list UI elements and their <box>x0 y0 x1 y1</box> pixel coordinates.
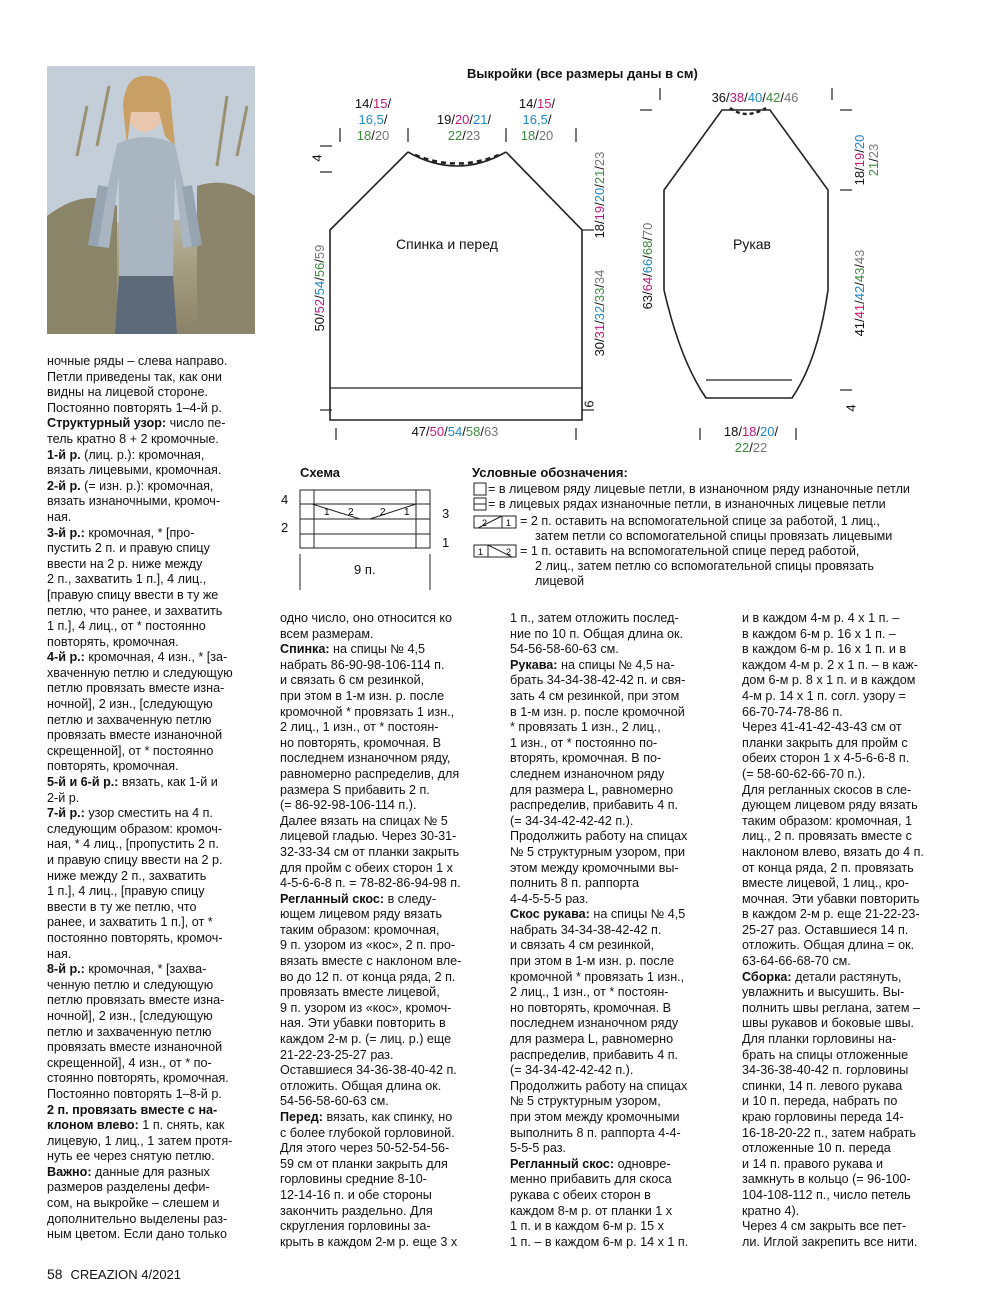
legend-item-cable-left-3: лицевой <box>535 574 585 588</box>
text-line: равномерно распределив, для <box>280 766 460 781</box>
legend-item-knit: = в лицевом ряду лицевые петли, в изнаночном ряду изнаночные петли <box>488 482 910 496</box>
bold-lead: Структурный узор: <box>47 416 167 431</box>
text-column-1 <box>47 354 262 1243</box>
sleeve-top-dim: 36/38/40/42/46 <box>711 90 799 105</box>
text-line: провязать вместе изнаночной <box>47 1040 223 1055</box>
text-line: и связать 4 см резинкой, <box>510 938 655 953</box>
text-line: отложенные 10 п. переда <box>742 1141 891 1156</box>
text-line: провязать вместе лицевой, <box>280 985 440 1000</box>
text-line: 104-108-112 п., число петель <box>742 1187 911 1202</box>
bold-lead: Перед: <box>280 1110 323 1124</box>
back-raglan-dim: 18/19/20/21/23 <box>592 151 607 239</box>
text-line: 2 лиц., 1 изн., от * постоян- <box>510 985 669 1000</box>
text-line: отложить. Общая длина = ок. <box>742 938 915 953</box>
text-line: и 10 п. переда, набрать по <box>742 1094 898 1109</box>
text-line: последнем изнаночном ряду, <box>280 751 451 766</box>
text-line: зать 4 см резинкой, при этом <box>510 688 680 703</box>
text-line: 32-33-34 см от планки закрыть <box>280 844 460 859</box>
text-line: во до 12 п. от конца ряда, 2 п. <box>280 969 456 984</box>
text-line: кратно 4). <box>742 1203 800 1218</box>
text-line: дополнительно выделены раз- <box>47 1211 228 1226</box>
sleeve-height-dim: 63/64/66/68/70 <box>640 222 655 310</box>
back-top-left-dim: 14/15/ 16,5/ 18/20 <box>354 96 392 143</box>
scheme-cell-num: 1 <box>324 507 330 518</box>
text-line: менно прибавить для скоса <box>510 1172 672 1187</box>
page-number: 58 <box>47 1266 63 1282</box>
scheme-cell-num: 2 <box>348 507 354 518</box>
bold-lead: Рукава: <box>510 657 558 672</box>
bold-lead: клоном влево: <box>47 1118 139 1133</box>
text-line: мочная. Эти убавки повторить <box>742 891 920 906</box>
text-line: ниже между 2 п., захватить <box>47 868 207 883</box>
text-line: ввести в ту же петлю, что <box>47 899 197 914</box>
text-line: ная, * 4 лиц., [пропустить 2 п. <box>47 837 219 852</box>
text-line: 63-64-66-68-70 см. <box>742 954 851 969</box>
text-line: для размера L, равномерно <box>510 1032 674 1047</box>
text-line: петлю провязать вместе изна- <box>47 993 225 1008</box>
scheme-width: 9 п. <box>354 562 376 577</box>
text-line: ная. Эти убавки повторить в <box>280 1016 446 1031</box>
text-line: для пройм с обеих сторон 1 х <box>280 860 453 875</box>
text-line: размеров разделены дефи- <box>47 1180 210 1195</box>
text-line: ная. <box>47 509 72 524</box>
text-line: при этом между кромочными <box>510 1110 680 1124</box>
text-line: (= 34-34-42-42-42 п.). <box>510 813 634 828</box>
bold-lead: Скос рукава: <box>510 907 590 922</box>
text-line: каждом 4-м р. 2 х 1 п. – в каж- <box>742 657 918 672</box>
text-line: 54-56-58-60-63 см. <box>510 642 619 657</box>
text-line: Постоянно повторять 1–8-й р. <box>47 1086 222 1101</box>
text-line: и связать 6 см резинкой, <box>280 673 425 688</box>
text-line: но повторять, кромочная. В <box>510 1000 671 1015</box>
bold-lead: Сборка: <box>742 969 792 984</box>
text-line: петлю и захваченную петлю <box>47 1024 212 1039</box>
text-line: Через 4 см закрыть все пет- <box>742 1219 907 1234</box>
text-line: Через 41-41-42-43-43 см от <box>742 720 902 735</box>
text-line: 1 п.], 4 лиц., [правую спицу <box>47 884 205 899</box>
text-line: ночной], 2 изн., [следующую <box>47 697 213 712</box>
scheme-row-3: 3 <box>442 506 450 521</box>
text-line: ночной], 2 изн., [следующую <box>47 1008 213 1023</box>
back-width-dim: 47/50/54/58/63 <box>411 424 499 439</box>
text-line: ченную петлю и следующую <box>47 977 214 992</box>
back-front-pattern <box>330 152 582 420</box>
text-line: 1 п.], 4 лиц., от * постоянно <box>47 619 206 634</box>
text-line: ным цветом. Если дано только <box>47 1227 227 1242</box>
text-line: каждом 8-м р. от планки 1 х <box>510 1203 673 1218</box>
text-line: Для регланных скосов в сле- <box>742 782 912 797</box>
pattern-title: Выкройки (все размеры даны в см) <box>467 66 698 81</box>
text-line: горловины средние 8-10- <box>280 1172 427 1187</box>
text-line: вязать изнаночными, кромоч- <box>47 494 221 509</box>
text-line: кромочной * провязать 1 изн., <box>280 704 455 719</box>
text-line: 1 п., затем отложить послед- <box>510 611 679 625</box>
text-line: скрещенной], от * постоянно <box>47 743 214 758</box>
text-line: петлю и захваченную петлю <box>47 712 212 727</box>
text-line: полнить швы реглана, затем – <box>742 1000 920 1015</box>
bold-lead: 3-й р.: <box>47 525 85 540</box>
bold-lead: Спинка: <box>280 642 330 657</box>
text-line: отложить. Общая длина ок. <box>280 1078 442 1093</box>
back-front-label: Спинка и перед <box>396 236 498 252</box>
text-line: 4-5-6-6-8 п. = 78-82-86-94-98 п. <box>280 876 461 891</box>
legend-item-cable-left: = 1 п. оставить на вспомогательной спице перед работой, <box>520 544 860 558</box>
text-line: таким образом: кромочная, <box>280 922 440 937</box>
text-line: 4-м р. 14 х 1 п. согл. узору = <box>742 688 907 703</box>
text-line: для размера L, равномерно <box>510 782 674 797</box>
text-line: ная. <box>47 946 72 961</box>
text-line: вязать лицевыми, кромочная. <box>47 463 222 478</box>
back-height-dim: 50/52/54/56/59 <box>312 244 327 332</box>
bold-lead: Регланный скос: <box>510 1156 615 1171</box>
text-column-2 <box>280 611 500 1250</box>
text-line: тель кратно 8 + 2 кромочные. <box>47 431 219 446</box>
text-line: замкнуть в кольцо (= 96-100- <box>742 1172 911 1187</box>
text-line: (= 58-60-62-66-70 п.). <box>742 766 866 781</box>
text-line: кромочной * провязать 1 изн., <box>510 969 685 984</box>
text-line: 34-36-38-40-42 п. горловины <box>742 1063 909 1078</box>
text-line: 4-й р.: кромочная, 4 изн., * [за- <box>47 650 228 665</box>
text-line: 7-й р.: узор сместить на 4 п. <box>47 806 213 821</box>
text-line: Важно: данные для разных <box>47 1164 210 1179</box>
scheme-chart <box>276 484 466 594</box>
text-line: хваченную петлю и следующую <box>47 665 233 680</box>
text-line: распределив, прибавить 4 п. <box>510 798 679 813</box>
text-line: 66-70-74-78-86 п. <box>742 704 843 719</box>
text-column-3 <box>510 611 732 1250</box>
text-line: Регланный скос: в следу- <box>280 891 437 906</box>
text-line: пустить 2 п. и правую спицу <box>47 541 210 556</box>
text-line: набрать 86-90-98-106-114 п. <box>280 657 445 672</box>
sleeve-pattern <box>664 108 828 398</box>
text-line: повторять, кромочная. <box>47 634 179 649</box>
text-line: в 1-м изн. р. после кромочной <box>510 704 685 719</box>
bold-lead: 8-й р.: <box>47 962 85 977</box>
text-line: размера S прибавить 2 п. <box>280 782 430 797</box>
text-line: ние по 10 п. Общая длина ок. <box>510 626 684 641</box>
scheme-row-4: 4 <box>281 492 289 507</box>
text-line: петлю, что ранее, и захватить <box>47 603 223 618</box>
text-line: 9 п. узором из «кос», 2 п. про- <box>280 938 456 953</box>
back-top-right-dim: 14/15/ 16,5/ 18/20 <box>518 96 556 143</box>
text-line: 2-й р. (= изн. р.): кромочная, <box>47 478 214 493</box>
text-line: при этом в 1-м изн. р. после <box>510 954 675 969</box>
text-line: (= 34-34-42-42-42 п.). <box>510 1063 634 1078</box>
text-line: рукава с обеих сторон в <box>510 1187 651 1202</box>
text-line: Для этого через 50-52-54-56- <box>280 1141 450 1156</box>
text-line: 3-й р.: кромочная, * [про- <box>47 525 195 540</box>
legend-item-cable-right-2: затем петли со вспомогательной спицы провязать лицевыми <box>535 529 893 543</box>
text-line: 16-18-20-22 п., затем набрать <box>742 1125 916 1140</box>
text-line: таким образом: кромочная, 1 <box>742 813 912 828</box>
text-line: Продолжить работу на спицах <box>510 1078 688 1093</box>
text-line: швы рукавов и боковые швы. <box>742 1016 915 1031</box>
legend-item-cable-right: = 2 п. оставить на вспомогательной спице за работой, 1 лиц., <box>520 514 880 528</box>
text-line: Перед: вязать, как спинку, но <box>280 1110 453 1124</box>
text-line: № 5 структурным узором, при <box>510 844 686 859</box>
text-line: с более глубокой горловиной. <box>280 1125 455 1140</box>
text-line: этом между кромочными вы- <box>510 860 679 875</box>
text-line: 1 п. и в каждом 6-м р. 15 х <box>510 1219 664 1234</box>
text-line: провязать вместе изнаночной <box>47 728 223 743</box>
text-line: закончить раздельно. Для <box>280 1203 433 1218</box>
legend-sym-num: 1 <box>506 518 512 528</box>
text-line: вместе лицевой, 1 лиц., кро- <box>742 876 909 891</box>
text-line: краю горловины переда 14- <box>742 1110 904 1124</box>
text-line: 25-27 раз. Оставшиеся 14 п. <box>742 922 909 937</box>
text-line: Скос рукава: на спицы № 4,5 <box>510 907 686 922</box>
model-photo <box>47 66 255 334</box>
text-line: наклоном влево, вязать до 4 п. <box>742 844 924 859</box>
text-line: 1 изн., от * постоянно по- <box>510 735 658 750</box>
text-line: лицевую, 1 лиц., 1 затем протя- <box>47 1133 233 1148</box>
sleeve-raglan-dim-2: 21/23 <box>866 143 881 177</box>
text-line: брать на спицы отложенные <box>742 1047 909 1062</box>
text-line: 12-14-16 п. и обе стороны <box>280 1187 432 1202</box>
text-line: набрать 34-34-38-42-42 п. <box>510 922 662 937</box>
scheme-cell-num: 2 <box>380 507 386 518</box>
text-line: 21-22-23-25-27 раз. <box>280 1047 394 1062</box>
text-line: скрещенной], 4 изн., от * по- <box>47 1055 212 1070</box>
text-line: и 14 п. правого рукава и <box>742 1156 884 1171</box>
text-line: нуть ее через снятую петлю. <box>47 1149 215 1164</box>
back-body-dim: 30/31/32/33/34 <box>592 269 607 357</box>
back-neck-dim: 19/20/21/ 22/23 <box>436 112 492 143</box>
text-line: 5-й и 6-й р.: вязать, как 1-й и <box>47 775 218 790</box>
sleeve-rib-dim: 4 <box>843 404 859 412</box>
bold-lead: Регланный скос: <box>280 891 385 906</box>
text-line: распределив, прибавить 4 п. <box>510 1047 679 1062</box>
text-line: 59 см от планки закрыть для <box>280 1156 448 1171</box>
text-line: Постоянно повторять 1–4-й р. <box>47 400 222 415</box>
scheme-row-2: 2 <box>281 520 289 535</box>
sleeve-width-dim: 18/18/20/ 22/22 <box>723 424 779 455</box>
text-line: ранее, и захватить 1 п.], от * <box>47 915 213 930</box>
text-line <box>47 1103 262 1119</box>
text-line: каждом 2-м р. (= лиц. р.) еще <box>280 1032 452 1047</box>
text-line: 1 п. – в каждом 6-м р. 14 х 1 п. <box>510 1234 689 1249</box>
text-line: увлажнить и высушить. Вы- <box>742 985 905 1000</box>
text-line: повторять, кромочная. <box>47 759 179 774</box>
text-line: клоном влево: 1 п. снять, как <box>47 1118 225 1133</box>
knit-symbol <box>474 483 486 495</box>
text-line: и правую спицу ввести на 2 р. <box>47 853 223 867</box>
text-line: Спинка: на спицы № 4,5 <box>280 642 425 657</box>
text-line: спинки, 14 п. левого рукава <box>742 1078 903 1093</box>
sleeve-label: Рукав <box>733 236 771 252</box>
text-line: но повторять, кромочная. В <box>280 735 441 750</box>
text-line: в каждом 6-м р. 16 х 1 п. и в <box>742 642 907 657</box>
text-line: ввести на 2 р. ниже между <box>47 556 203 571</box>
text-line: 5-5-5 раз. <box>510 1141 567 1156</box>
text-line: брать 34-34-38-42-42 п. и свя- <box>510 673 686 688</box>
text-line: петлю провязать вместе изна- <box>47 681 225 696</box>
back-rib-dim: 6 <box>581 400 597 408</box>
text-line: Далее вязать на спицах № 5 <box>280 813 448 828</box>
text-line: Петли приведены так, как они <box>47 369 222 384</box>
text-line: 9 п. узором из «кос», кромоч- <box>280 1000 452 1015</box>
text-line: в каждом 6-м р. 16 х 1 п. – <box>742 626 896 641</box>
text-line: Сборка: детали растянуть, <box>742 969 902 984</box>
bold-lead: 5-й и 6-й р.: <box>47 775 119 790</box>
text-line: ющем лицевом ряду вязать <box>280 907 443 922</box>
legend-item-cable-left-2: 2 лиц., затем петлю со вспомогательной спицы провязать <box>535 559 874 573</box>
text-line: последнем изнаночном ряду <box>510 1016 679 1031</box>
text-line: при этом в 1-м изн. р. после <box>280 688 445 703</box>
text-line: планки закрыть для пройм с <box>742 735 908 750</box>
text-line: дом 6-м р. 8 х 1 п. и в каждом <box>742 673 916 688</box>
text-line: дующем лицевом ряду вязать <box>742 798 918 813</box>
text-line: полнить 8 п. раппорта <box>510 876 640 891</box>
text-line: 2 п., захватить 1 п.], 4 лиц., <box>47 572 207 587</box>
text-line: скругления горловины за- <box>280 1219 431 1234</box>
text-line: 2 лиц., 1 изн., от * постоян- <box>280 720 439 735</box>
text-line: от конца ряда, 2 п. провязать <box>742 860 914 875</box>
text-line: сом, на выкройке – слешем и <box>47 1196 220 1211</box>
text-line: Рукава: на спицы № 4,5 на- <box>510 657 675 672</box>
bold-lead: 4-й р.: <box>47 650 85 665</box>
legend-sym-num: 2 <box>506 547 512 557</box>
text-line: 54-56-58-60-63 см. <box>280 1094 389 1109</box>
text-line: всем размерам. <box>280 626 374 641</box>
text-line: Для планки горловины на- <box>742 1032 897 1047</box>
text-line: [правую спицу ввести в ту же <box>47 587 219 602</box>
text-line: 4-4-5-5-5 раз. <box>510 891 589 906</box>
legend-sym-num: 1 <box>478 547 484 557</box>
scheme-row-1: 1 <box>442 535 450 550</box>
text-line: выполнить 8 п. раппорта 4-4- <box>510 1125 681 1140</box>
legend-title: Условные обозначения: <box>472 465 628 480</box>
woman-in-sweater-image <box>47 66 255 334</box>
magazine-issue: CREAZION 4/2021 <box>70 1267 182 1282</box>
back-neck-depth-dim: 4 <box>309 154 325 162</box>
sleeve-body-dim: 41/41/42/43/43 <box>852 249 867 337</box>
text-line: крыть в каждом 2-м р. еще 3 х <box>280 1234 458 1249</box>
text-line: 2-й р. <box>47 790 80 805</box>
legend-sym-num: 2 <box>482 518 488 528</box>
text-line: Продолжить работу на спицах <box>510 829 688 844</box>
text-line: * провязать 1 изн., 2 лиц., <box>510 720 661 735</box>
text-line: следующим образом: кромоч- <box>47 821 223 836</box>
bold-lead: 1-й р. <box>47 447 81 462</box>
scheme-title: Схема <box>300 465 341 480</box>
text-line: лицевой гладью. Через 30-31- <box>280 829 457 844</box>
text-line: и в каждом 4-м р. 4 х 1 п. – <box>742 611 900 625</box>
text-line: ли. Иглой закрепить все нити. <box>742 1234 918 1249</box>
text-line: постоянно повторять, кромоч- <box>47 930 223 945</box>
text-line: лиц., 2 п. провязать вместе с <box>742 829 912 844</box>
text-line: ночные ряды – слева направо. <box>47 354 228 368</box>
text-line: следнем изнаночном ряду <box>510 766 665 781</box>
text-line: Оставшиеся 34-36-38-40-42 п. <box>280 1063 457 1078</box>
scheme-cell-num: 1 <box>404 507 410 518</box>
bold-lead: 7-й р.: <box>47 806 85 821</box>
page-footer <box>47 1266 181 1282</box>
bold-lead: 2-й р. <box>47 478 81 493</box>
sleeve-raglan-dim: 18/19/20 <box>852 134 867 186</box>
text-column-4 <box>742 611 964 1250</box>
text-line: (= 86-92-98-106-114 п.). <box>280 798 417 813</box>
bold-lead: Важно: <box>47 1164 92 1179</box>
text-line: обеих сторон 1 х 4-5-6-6-8 п. <box>742 751 910 766</box>
text-line: видны на лицевой стороне. <box>47 385 208 400</box>
text-line: стоянно повторять, кромочная. <box>47 1071 229 1086</box>
text-line: Структурный узор: число пе- <box>47 416 226 431</box>
bold-lead: 2 п. провязать вместе с на- <box>47 1102 218 1117</box>
text-line: 8-й р.: кромочная, * [захва- <box>47 962 207 977</box>
text-line: Регланный скос: одновре- <box>510 1156 671 1171</box>
text-line: вторять, кромочная. В по- <box>510 751 662 766</box>
text-line: вязать вместе с наклоном вле- <box>280 954 462 969</box>
text-line: 1-й р. (лиц. р.): кромочная, <box>47 447 205 462</box>
text-line: № 5 структурным узором, <box>510 1094 661 1109</box>
text-line: в каждом 2-м р. еще 21-22-23- <box>742 907 920 922</box>
legend-item-purl: = в лицевых рядах изнаночные петли, в изнаночных лицевые петли <box>488 497 886 511</box>
text-line: одно число, оно относится ко <box>280 611 453 625</box>
